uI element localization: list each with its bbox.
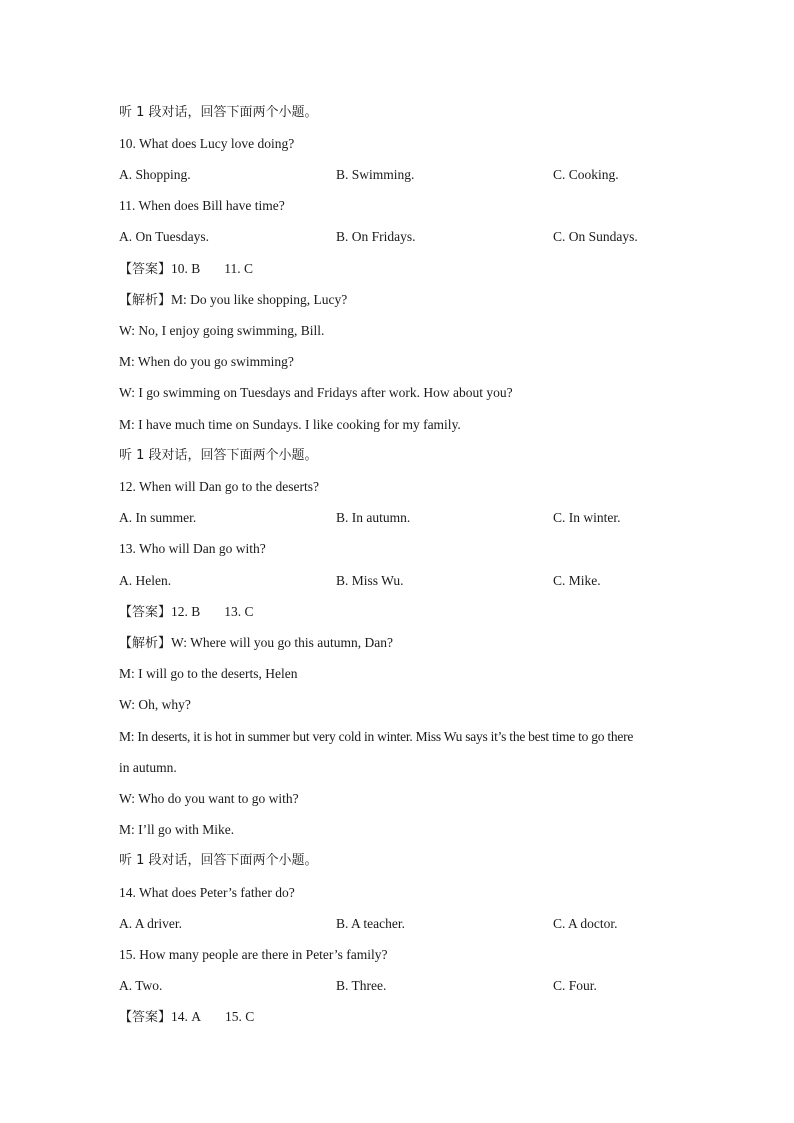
answer-tag: 【答案】 [119,605,172,620]
option-a: A. Shopping. [119,167,191,182]
option-c: C. A doctor. [553,916,618,931]
question-text: 13. Who will Dan go with? [119,541,266,556]
transcript-line: M: Do you like shopping, Lucy? [171,292,348,307]
answer-line [119,1009,254,1026]
option-b: B. Swimming. [336,167,415,182]
answer-tag: 【答案】 [119,1010,172,1025]
option-a: A. On Tuesdays. [119,229,210,244]
transcript-line: W: Oh, why? [119,697,191,712]
option-a: A. Helen. [119,573,172,588]
transcript-line: W: No, I enjoy going swimming, Bill. [119,323,325,338]
transcript-line: W: Who do you want to go with? [119,791,299,806]
option-b: B. In autumn. [336,510,411,525]
transcript-line: W: I go swimming on Tuesdays and Fridays after work. How about you? [119,385,513,400]
question-text: 12. When will Dan go to the deserts? [119,479,319,494]
question-text: 15. How many people are there in Peter’s family? [119,947,388,962]
option-c: C. Four. [553,978,597,993]
question-text: 10. What does Lucy love doing? [119,136,295,151]
transcript-line: M: I have much time on Sundays. I like cooking for my family. [119,417,461,432]
option-a: A. A driver. [119,916,182,931]
answer-tag: 【答案】 [119,262,172,277]
transcript-line: M: I’ll go with Mike. [119,822,235,837]
transcript-line: M: When do you go swimming? [119,354,294,369]
section-instruction: 听 1 段对话，回答下面两个小题。 [119,105,318,120]
answer-line [119,261,253,278]
option-c: C. Cooking. [553,167,619,182]
option-c: C. On Sundays. [553,229,638,244]
option-c: C. Mike. [553,573,601,588]
question-text: 11. When does Bill have time? [119,198,285,213]
answer-value: 14. A [171,1009,202,1024]
analysis-line [119,292,347,309]
option-b: B. A teacher. [336,916,405,931]
section-instruction: 听 1 段对话，回答下面两个小题。 [119,448,318,463]
option-b: B. On Fridays. [336,229,416,244]
answer-value: 11. C [224,261,254,276]
analysis-tag: 【解析】 [119,293,172,308]
analysis-tag: 【解析】 [119,636,172,651]
option-b: B. Miss Wu. [336,573,404,588]
transcript-line: M: I will go to the deserts, Helen [119,666,298,681]
answer-value: 12. B [171,604,201,619]
section-instruction: 听 1 段对话，回答下面两个小题。 [119,853,318,868]
option-c: C. In winter. [553,510,621,525]
transcript-line: W: Where will you go this autumn, Dan? [171,635,393,650]
analysis-line [119,635,393,652]
answer-value: 13. C [224,604,254,619]
answer-line [119,604,254,621]
answer-value: 10. B [171,261,201,276]
option-a: A. In summer. [119,510,197,525]
question-text: 14. What does Peter’s father do? [119,885,295,900]
option-b: B. Three. [336,978,387,993]
option-a: A. Two. [119,978,163,993]
transcript-line: M: In deserts, it is hot in summer but very cold in winter. Miss Wu says it’s the best time to go there [119,729,634,744]
answer-value: 15. C [225,1009,255,1024]
transcript-line: in autumn. [119,760,177,775]
